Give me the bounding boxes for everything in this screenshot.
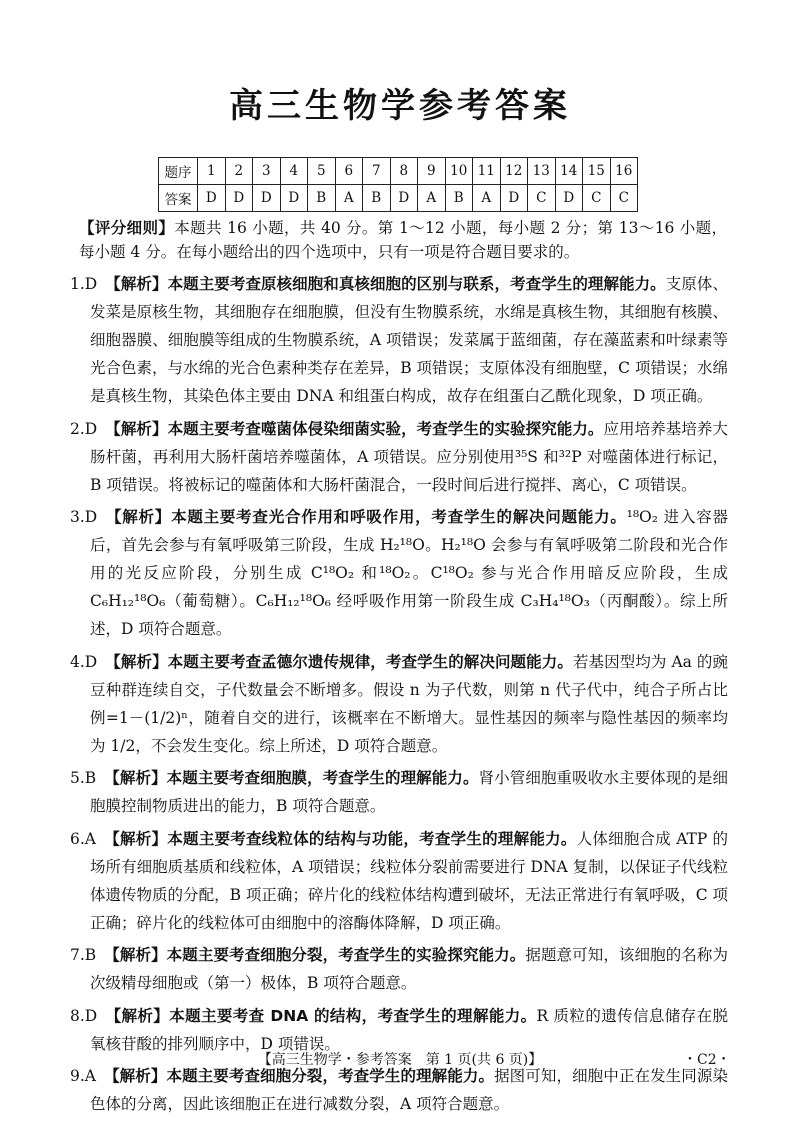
- item-focus: 本题主要考查 DNA 的结构，考查学生的理解能力。: [169, 1006, 537, 1025]
- question-number-cell: 12: [500, 158, 528, 185]
- answer-table-row-label: 答案: [159, 185, 198, 212]
- analysis-tag: 【解析】: [105, 419, 168, 438]
- item-number: 6.A: [70, 829, 96, 848]
- analysis-tag: 【解析】: [103, 829, 168, 848]
- item-focus: 本题主要考查细胞分裂，考查学生的理解能力。: [166, 1067, 495, 1085]
- item-body: ¹⁸O₂ 进入容器后，首先会参与有氧呼吸第三阶段，生成 H₂¹⁸O。H₂¹⁸O 会参与有氧呼吸第二阶段和光合作用的光反应阶段，分别生成 C¹⁸O₂ 和¹⁸O₂。C¹⁸O₂ 参与光合作用暗反应阶段，生成 C₆H₁₂¹⁸O₆（葡萄糖）。C₆H₁₂¹⁸O₆ 经呼吸作用第一阶段生成 C₃H₄¹⁸O₃（丙酮酸）。综上所述，D 项符合题意。: [90, 508, 728, 638]
- answer-cell: B: [445, 185, 473, 212]
- question-number-cell: 3: [253, 158, 281, 185]
- question-number-cell: 14: [555, 158, 583, 185]
- item-focus: 本题主要考查孟德尔遗传规律，考查学生的解决问题能力。: [167, 652, 573, 671]
- item-body: 若基因型均为 Aa 的豌豆种群连续自交，子代数量会不断增多。假设 n 为子代数，则第 n 代子代中，纯合子所占比例=1－(1/2)ⁿ，随着自交的进行，该概率在不断增大。显性基因的频率与隐性基因的频率均为 1/2，不会发生变化。综上所述，D 项符合题意。: [90, 652, 728, 755]
- question-number-cell: 10: [445, 158, 473, 185]
- item-number: 9.A: [70, 1067, 96, 1085]
- answer-cell: C: [583, 185, 611, 212]
- question-number-cell: 7: [363, 158, 391, 185]
- answer-cell: D: [390, 185, 418, 212]
- analysis-tag: 【解析】: [104, 769, 167, 787]
- analysis-tag: 【解析】: [104, 946, 167, 964]
- item-number: 2.D: [70, 419, 98, 438]
- answer-table-answer-row: [159, 185, 638, 212]
- item-focus: 本题主要考查光合作用和呼吸作用，考查学生的解决问题能力。: [171, 508, 627, 526]
- answer-cell: C: [528, 185, 556, 212]
- page-title: 高三生物学参考答案: [229, 86, 571, 126]
- item-body: R 质粒的遗传信息储存在脱氧核苷酸的排列顺序中，D 项错误。: [90, 1006, 728, 1053]
- question-number-cell: 11: [473, 158, 501, 185]
- answer-cell: A: [418, 185, 446, 212]
- item-number: 3.D: [70, 508, 98, 526]
- answer-cell: D: [500, 185, 528, 212]
- item-focus: 本题主要考查噬菌体侵染细菌实验，考查学生的实验探究能力。: [167, 419, 604, 438]
- item-body: 据图可知，细胞中正在发生同源染色体的分离，因此该细胞正在进行减数分裂，A 项符合题意。: [90, 1067, 728, 1113]
- scoring-criteria: [79, 216, 727, 264]
- question-number-cell: 2: [225, 158, 253, 185]
- question-number-cell: 13: [528, 158, 556, 185]
- explanation-item: [70, 648, 728, 760]
- footer-code: ・C2・: [683, 1052, 731, 1068]
- explanation-item: [70, 825, 728, 937]
- item-body: 应用培养基培养大肠杆菌，再利用大肠杆菌培养噬菌体，A 项错误。应分别使用³⁵S 和³²P 对噬菌体进行标记，B 项错误。将被标记的噬菌体和大肠杆菌混合，一段时间后进行搅拌、离心，C 项错误。: [90, 419, 728, 494]
- item-number: 8.D: [70, 1006, 98, 1025]
- item-focus: 本题主要考查细胞膜，考查学生的理解能力。: [166, 769, 479, 787]
- answer-cell: C: [610, 185, 638, 212]
- answer-cell: D: [555, 185, 583, 212]
- question-number-cell: 15: [583, 158, 611, 185]
- analysis-tag: 【解析】: [105, 275, 168, 293]
- item-focus: 本题主要考查线粒体的结构与功能，考查学生的理解能力。: [167, 829, 577, 848]
- answer-cell: A: [473, 185, 501, 212]
- item-number: 7.B: [70, 946, 97, 964]
- explanation-item: [70, 1062, 728, 1118]
- answer-cell: D: [280, 185, 308, 212]
- answer-cell: B: [308, 185, 336, 212]
- item-body: 支原体、发菜是原核生物，其细胞存在细胞膜，但没有生物膜系统，水绵是真核生物，其细胞有核膜、细胞器膜、细胞膜等组成的生物膜系统，A 项错误；发菜属于蓝细菌，存在藻蓝素和叶绿素等光合色素，与水绵的光合色素种类存在差异，B 项错误；支原体没有细胞壁，C 项错误；水绵是真核生物，其染色体主要由 DNA 和组蛋白构成，故存在组蛋白乙酰化现象，D 项正确。: [90, 275, 728, 405]
- answer-cell: B: [363, 185, 391, 212]
- explanation-item: [70, 503, 728, 643]
- analysis-tag: 【解析】: [105, 508, 172, 526]
- explanation-item: [70, 941, 728, 997]
- question-number-cell: 1: [198, 158, 226, 185]
- answer-cell: D: [253, 185, 281, 212]
- answer-table-row-label: 题序: [159, 158, 198, 185]
- answer-cell: A: [335, 185, 363, 212]
- explanation-item: [70, 270, 728, 410]
- scoring-criteria-label: 【评分细则】: [79, 219, 175, 237]
- answer-table-number-row: [159, 158, 638, 185]
- question-number-cell: 8: [390, 158, 418, 185]
- question-number-cell: 9: [418, 158, 446, 185]
- explanation-item: [70, 764, 728, 820]
- item-body: 据题意可知，该细胞的名称为次级精母细胞或（第一）极体，B 项符合题意。: [90, 946, 728, 992]
- item-body: 肾小管细胞重吸收水主要体现的是细胞膜控制物质进出的能力，B 项符合题意。: [90, 769, 728, 815]
- page-footer: [0, 1049, 800, 1069]
- scoring-criteria-text: 本题共 16 小题，共 40 分。第 1～12 小题，每小题 2 分；第 13～16 小题，每小题 4 分。在每小题给出的四个选项中，只有一项是符合题目要求的。: [79, 219, 727, 261]
- answer-cell: D: [198, 185, 226, 212]
- footer-text: 【高三生物学・参考答案 第 1 页(共 6 页)】: [257, 1052, 543, 1068]
- question-number-cell: 5: [308, 158, 336, 185]
- item-number: 5.B: [70, 769, 97, 787]
- item-number: 1.D: [70, 275, 98, 293]
- question-number-cell: 4: [280, 158, 308, 185]
- explanation-item: [70, 415, 728, 499]
- item-focus: 本题主要考查原核细胞和真核细胞的区别与联系，考查学生的理解能力。: [167, 275, 666, 293]
- item-number: 4.D: [70, 652, 98, 671]
- analysis-tag: 【解析】: [105, 652, 168, 671]
- answer-table: [158, 157, 638, 212]
- item-focus: 本题主要考查细胞分裂，考查学生的实验探究能力。: [166, 946, 526, 964]
- answer-cell: D: [225, 185, 253, 212]
- question-number-cell: 16: [610, 158, 638, 185]
- answer-explanations: [70, 270, 728, 1123]
- question-number-cell: 6: [335, 158, 363, 185]
- analysis-tag: 【解析】: [105, 1006, 170, 1025]
- analysis-tag: 【解析】: [103, 1067, 167, 1085]
- item-body: 人体细胞合成 ATP 的场所有细胞质基质和线粒体，A 项错误；线粒体分裂前需要进行 DNA 复制，以保证子代线粒体遗传物质的分配，B 项正确；碎片化的线粒体结构遭到破坏，无法正常进行有氧呼吸，C 项正确；碎片化的线粒体可由细胞中的溶酶体降解，D 项正确。: [90, 829, 728, 932]
